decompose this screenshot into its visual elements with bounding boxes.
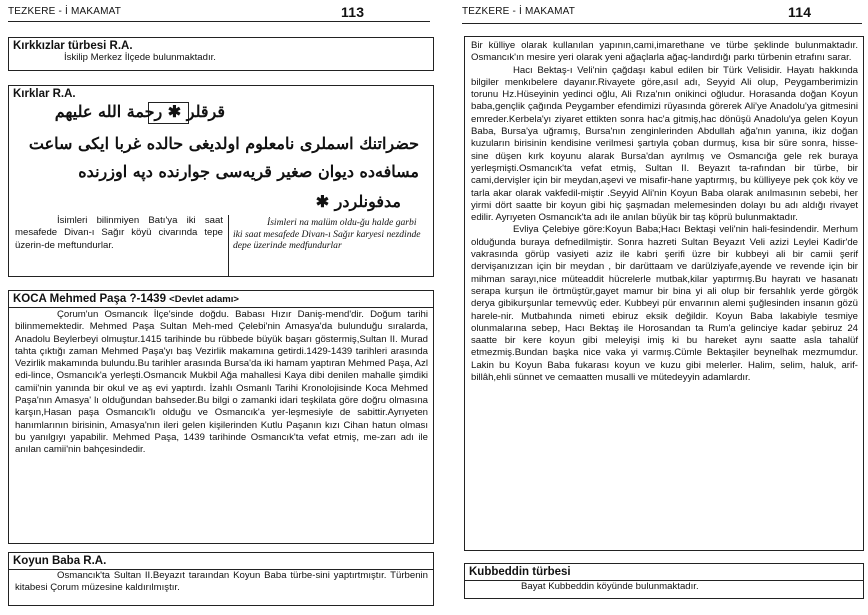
right-header-title: TEZKERE - İ MAKAMAT — [462, 6, 576, 17]
column-divider — [228, 215, 229, 276]
right-page-number: 114 — [788, 4, 812, 20]
kubbeddin-title: Kubbeddin türbesi — [465, 564, 863, 581]
koyun-baba-continuation — [464, 36, 864, 551]
continuation-paragraph-2: Hacı Bektaş-ı Veli'nin çağdaşı kabul edilen bir Türk Velisidir. Hayatı hakkında bilgiler menkıbelere dayanır.Rivayete göre,asıl adı, Seyyid Ali olup, Peygamberimizin torunu Hz.Hüseyinin yedinci oğlu, Ali Rıza'nın onikinci oğludur. Horasanda doğan Koyun baba,gençlik çağında Peygamber efendimizi rüyasında görerek Ali'ye Anadolu'ya gitmesini emreder.Kerbela'yı ziyaret ettikten sonra hac'a gitmiş,hac dönüşü Anadolu'ya gelen Koyun Baba, Bursa'ya uğramış, Bursa'nın zenginlerinden Abdullah ağa'nın yanına, ikiz doğan kuzuların birisinin kendisine verilmesi şartıyla çoban durmuş, kısa bir süre sonra, hisse-sine düşen kırk koyunu alarak Bursa'dan ayrılmış ve Osmancığa gele rek buraya yerleşmişti.Osmancık'ta vefat etmiş, Sultan II. Beyazıt ta-rafından bir türbe, bir cami,dervişler için bir meydan,aşevi ve misafir-hane yaptırmış, bu külliyeye pek çok köy ve tarla akar olarak vakfedil-miştir .Seyyid Ali'nin Koyun Baba olarak anılmasının sebebi, her yirmi dört saatte bir koyun gibi hiç şaşmadan melemesinden dolayı bu adı aldığı rivayet edilir. Ayrıyeten Osmancık'ta adı ile anılan büyük bir taş köprü bulunmaktadır. — [471, 64, 858, 224]
continuation-body — [465, 37, 863, 384]
kirklar-translation-columns — [9, 215, 433, 276]
koca-title: KOCA Mehmed Paşa ?-1439 — [13, 293, 166, 305]
kirklar-title: Kırklar R.A. — [13, 88, 76, 100]
kirklar-transliteration: İsimleri na malüm oldu-ğu halde garbi iki saat mesafede Divan-ı Sağır karyesi nezdinde depe üzerinde medfundurlar — [233, 217, 421, 252]
ottoman-line-1: قرقلر ✱ رحمة الله عليهم — [54, 102, 225, 121]
koyun-body: Osmancık'ta Sultan II.Beyazıt taraından Koyun Baba türbe-sini yaptırtmıştır. Türbenin kitabesi Çorum müzesine kaldırılmıştır. — [15, 570, 428, 594]
koca-body: Çorum'un Osmancık İlçe'sinde doğdu. Babası Hızır Daniş-mend'dir. Doğum tarihi bilinmemektedir. Mehmed Paşa Sultan Meh-med Çelebi'nin Amasya'da bulunduğu sıralarda, Anadolu Beylerbeyi olmuştur.1415 tarihinde bu rübbede büyük başarı göstermiş,Sultan II. Murad tahta çıktığı zaman Mehmed Paşa'yı baş Vezirlik makamına getirdi.1429-1439 tarihleri arasında Vezirlik makamında bulundu.Bu tarihler arasında Bursa'da iki hamam yaptıran Mehmed Paşa, Azl edi-lince, Osmancık'a yerleşti.Osmancık Mukbil Ağa mahallesi Kaya dibi denilen mahalle şimdiki camii'nin yanında bir okul ve aş evi yaptırdı. İzahlı Osmanlı Tarihi Kronolojisinde Koca Mehmed Paşa'nın Amasya' lı olduğundan bahseder.Bu bilgi o zamanki idari teşkilata göre doğru olmasına karşın,Hasan paşa Osmancık'lı olduğu ve Osmancık'a yer-leşmesiyle de sabittir.Ayrıyeten hanımlarının birisinin, Amasya'nın ileri gelen kişilerinden Kutlu Paşanın kızı Cihan hatun olması bu yanılgıyı yapabilir. Mehmed Paşa, 1439 tarihinde Osmancık'ta vefat etmiş, me-zarı adı ile anılan camii'nin bahçesindedir. — [15, 309, 428, 456]
kirklar-modern-text: İsimleri bilinmiyen Batı'ya iki saat mesafede Divan-ı Sağır köyü civarında tepe üzerin-de meftundurlar. — [15, 215, 223, 251]
left-header-rule — [8, 21, 430, 22]
koyun-title: Koyun Baba R.A. — [9, 553, 433, 570]
kirkkizlar-text: İskilip Merkez İlçede bulunmaktadır. — [64, 52, 216, 63]
left-header-title: TEZKERE - İ MAKAMAT — [8, 6, 122, 17]
koyun-baba-entry — [8, 552, 434, 606]
ottoman-line-3: مسافه‌ده دیوان صغیر قریه‌سی جوارنده دپه اوزرنده — [78, 162, 419, 181]
kirkkizlar-title: Kırkkızlar türbesi R.A. — [13, 40, 133, 52]
ottoman-line-2: حضراتنك اسملرى نامعلوم اولدیغی حالده غربا ایکی ساعت — [28, 134, 419, 153]
ottoman-script-block — [9, 100, 433, 220]
left-page-number: 113 — [341, 4, 365, 20]
continuation-paragraph-1: Bir külliye olarak kullanılan yapının,cami,imarethane ve türbe şeklinde bulunmaktadır. Osmancık'ın mesire yeri olarak yeni ağaçlarla ağaç-landırdığı parkı türbenin etrafını sarar. — [471, 40, 858, 64]
ottoman-line-4: مدفونلردر ✱ — [315, 192, 401, 211]
koca-tag: <Devlet adamı> — [169, 294, 239, 305]
kirklar-entry — [8, 85, 434, 277]
kubbeddin-text: Bayat Kubbeddin köyünde bulunmaktadır. — [521, 581, 699, 592]
right-running-header — [462, 6, 862, 24]
continuation-paragraph-3: Evliya Çelebiye göre:Koyun Baba;Hacı Bektaşi veli'nin hali-fesindendir. Merhum olduğunda buraya defnedilmiştir. Sonra hazreti Sultan Beyazıt Veli azizi Leylei Kadir'de vakrasında görüp vasiyeti aziz ile kabri şerifi üzre bir kubbeyi ali bir camii şerif dervişanızızan için bir meydan , bir darüttaam ve darülziyafe,ayende ve revende için bir mihman sarayı,nice müteaddit hücrelerle mutbak,kilar yaptırmış.Bu hayratı ve hasanatı serapa kurşun ile örtmüştür,gayet mamur bir bina yi ali olup bir fersahlık yerde görgök derya gibikurşunlar temevvüç eder. Kubbeyi pür envarının alemi şuğlesinden insanın gözü harele-nir. Mutbahında nimeti ebiruz eksik değildir. Koyun Baba lakabiyle tesmiye olunmalarına sebep, Hacı Bektaş ile Horosandan ta Rum'a gelinciye kadar şebiruz 24 saatte bir kere koyun gibi meleyişi imiş ki bu hareket aynı saatte asla tahalüf etmezmiş.Bundan başka nice vaka yi varmış.Cümle Bektaşiler beynelhak mezmumdur. Lakin bu Koyun Baba fukarası koyun ve kuzu gibi melerler. Halim, selim, haluk, arif-billâh,ehli sünnet ve cemaatten musalli ve mütedeyyin adamlardır. — [471, 224, 858, 384]
kirkkizlar-entry — [8, 37, 434, 71]
kubbeddin-entry — [464, 563, 864, 599]
right-page — [452, 0, 868, 615]
koca-title-bar — [9, 291, 433, 308]
right-header-rule — [462, 23, 862, 24]
koca-mehmed-pasa-entry — [8, 290, 434, 544]
